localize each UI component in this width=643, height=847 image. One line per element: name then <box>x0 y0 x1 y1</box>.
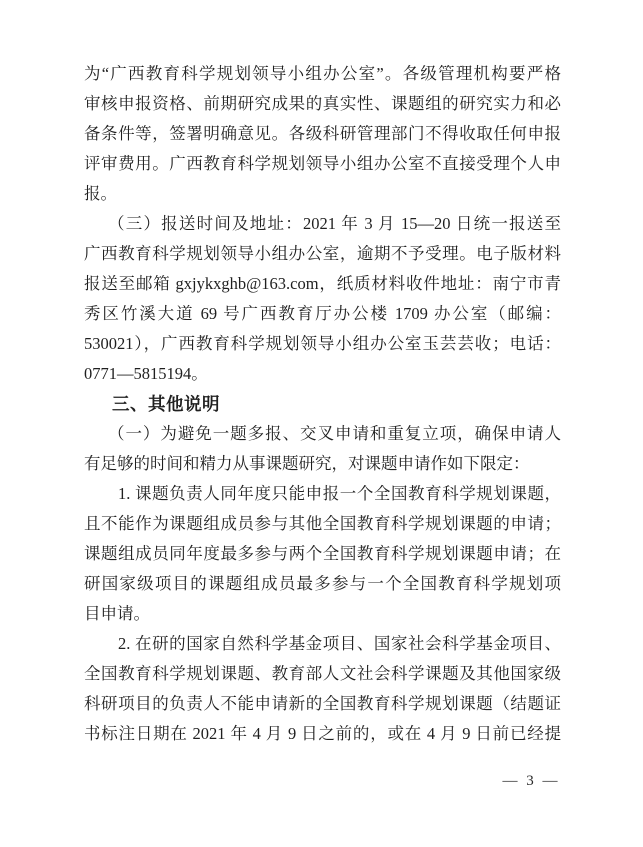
text-line: 广西教育科学规划领导小组办公室，逾期不予受理。电子版材料 <box>84 244 561 263</box>
text-line: 备条件等，签署明确意见。各级科研管理部门不得收取任何申报 <box>84 124 561 143</box>
text-line: 审核申报资格、前期研究成果的真实性、课题组的研究实力和必 <box>84 94 561 113</box>
text-line: 且不能作为课题组成员参与其他全国教育科学规划课题的申请； <box>84 514 561 533</box>
paragraph-office-review <box>84 59 561 209</box>
section-heading-other-notes <box>84 389 561 419</box>
text-line: 评审费用。广西教育科学规划领导小组办公室不直接受理个人申 <box>84 154 561 173</box>
text-line: 课题组成员同年度最多参与两个全国教育科学规划课题申请；在 <box>84 544 561 563</box>
text-line: 报送至邮箱 gxjykxghb@163.com，纸质材料收件地址：南宁市青 <box>84 274 561 293</box>
paragraph-submission-time-address <box>84 209 561 389</box>
text-line: 为“广西教育科学规划领导小组办公室”。各级管理机构要严格 <box>84 64 561 83</box>
document-text <box>84 59 561 749</box>
text-line: 报。 <box>84 184 117 203</box>
paragraph-restrictions-intro <box>84 419 561 479</box>
text-line: 科研项目的负责人不能申请新的全国教育科学规划课题（结题证 <box>84 694 561 713</box>
text-line: 书标注日期在 2021 年 4 月 9 日之前的，或在 4 月 9 日前已经提 <box>84 724 561 743</box>
text-line: 有足够的时间和精力从事课题研究，对课题申请作如下限定： <box>84 454 530 473</box>
text-line: 秀区竹溪大道 69 号广西教育厅办公楼 1709 办公室（邮编： <box>84 304 561 323</box>
paragraph-rule-2 <box>84 629 561 749</box>
text-line: 530021），广西教育科学规划领导小组办公室玉芸芸收；电话： <box>84 334 561 353</box>
page-number: — 3 — <box>502 773 560 789</box>
paragraph-rule-1 <box>84 479 561 629</box>
text-line: 1. 课题负责人同年度只能申报一个全国教育科学规划课题， <box>118 484 561 503</box>
text-line: （三）报送时间及地址：2021 年 3 月 15—20 日统一报送至 <box>108 214 561 233</box>
text-line: 2. 在研的国家自然科学基金项目、国家社会科学基金项目、 <box>118 634 561 653</box>
text-line: 目申请。 <box>84 604 150 623</box>
text-line: 全国教育科学规划课题、教育部人文社会科学课题及其他国家级 <box>84 664 561 683</box>
section-heading: 三、其他说明 <box>112 394 220 414</box>
text-line: 研国家级项目的课题组成员最多参与一个全国教育科学规划项 <box>84 574 561 593</box>
text-line: （一）为避免一题多报、交叉申请和重复立项，确保申请人 <box>108 424 561 443</box>
text-line: 0771—5815194。 <box>84 364 208 383</box>
